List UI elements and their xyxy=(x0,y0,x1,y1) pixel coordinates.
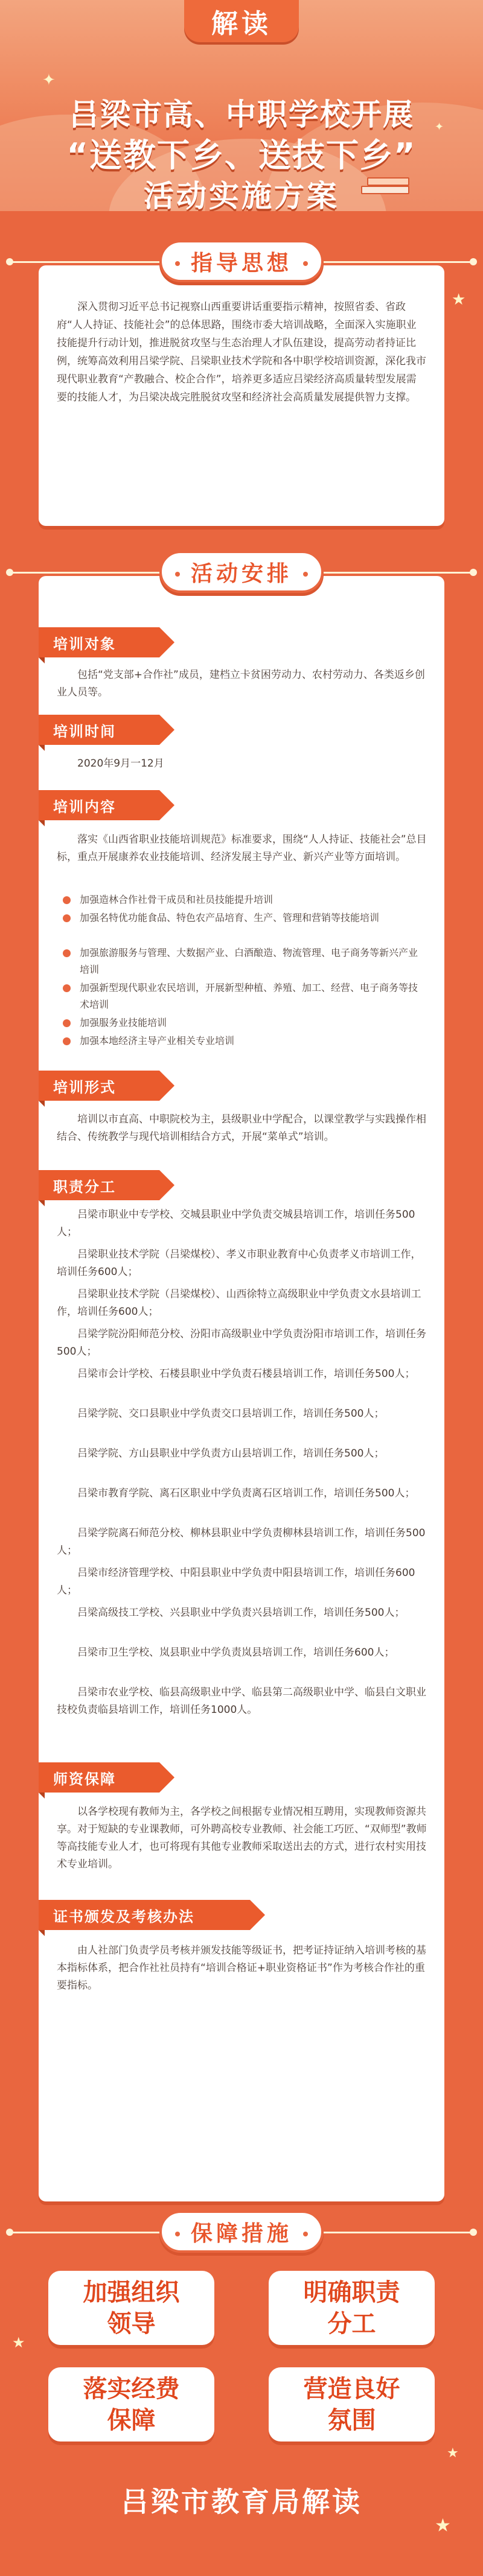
content-item: 加强造林合作社骨干成员和社员技能提升培训 xyxy=(63,891,425,908)
page-title-line3: 活动实施方案 xyxy=(144,179,339,211)
training-form-text: 培训以市直高、中职院校为主，县级职业中学配合，以课堂教学与实践操作相结合、传统教学与现代培训相结合方式，开展“菜单式”培训。 xyxy=(57,1113,426,1143)
content-item: 加强服务业技能培训 xyxy=(63,1014,425,1031)
divider-dot xyxy=(470,569,477,576)
content-item: 加强新型现代职业农民培训，开展新型种植、养殖、加工、经营、电子商务等技术培训 xyxy=(63,979,425,1013)
header-banner xyxy=(0,0,483,211)
star-icon: ★ xyxy=(452,291,466,309)
sparkle-icon: ✦ xyxy=(42,71,56,89)
label-training-content: 培训内容 xyxy=(39,790,159,820)
page-title-line1: 吕梁市高、中职学校开展 xyxy=(69,97,414,132)
divider-line xyxy=(324,2232,473,2233)
interpretation-badge: 解读 xyxy=(184,0,299,42)
duty-item: 吕梁职业技术学院（吕梁煤校）、山西徐特立高级职业中学负责文水县培训工作，培训任务600人； xyxy=(57,1288,421,1318)
measure-organize: 加强组织 领导 xyxy=(48,2271,214,2345)
teachers-text: 以各学校现有教师为主，各学校之间根据专业情况相互聘用，实现教师资源共享。对于短缺的专业课教师，可外聘高校专业教师、社会能工巧匠、“双师型”教师等高技能专业人才，也可将现有其他专业教师采取送出去的方式，进行农村实用技术专业培训。 xyxy=(57,1806,427,1870)
certificate-text: 由人社部门负责学员考核并颁发技能等级证书，把考证持证纳入培训考核的基本指标体系，把合作社社员持有“培训合格证+职业资格证书”作为考核合作社的重要指标。 xyxy=(57,1945,426,1992)
content-item: 加强本地经济主导产业相关专业培训 xyxy=(63,1033,425,1049)
label-training-target: 培训对象 xyxy=(39,627,159,657)
page-title-line2: “送教下乡、送技下乡” xyxy=(66,136,417,174)
duty-item: 吕梁学院汾阳师范分校、汾阳市高级职业中学负责汾阳市培训工作，培训任务500人； xyxy=(57,1328,426,1358)
sparkle-icon: ✦ xyxy=(435,121,444,133)
divider-line xyxy=(324,572,473,574)
section-title-arrangement: 活动安排 xyxy=(159,551,324,593)
star-icon: ★ xyxy=(12,2334,25,2351)
content-item: 加强名特优功能食品、特色农产品培育、生产、管理和营销等技能培训 xyxy=(63,910,425,926)
duty-item: 吕梁职业技术学院（吕梁煤校）、孝义市职业教育中心负责孝义市培训工作，培训任务600人； xyxy=(57,1248,421,1278)
measure-responsibilities: 明确职责 分工 xyxy=(269,2271,435,2345)
label-training-form: 培训形式 xyxy=(39,1071,159,1101)
divider-dot xyxy=(470,2229,477,2236)
training-content-intro: 落实《山西省职业技能培训规范》标准要求，围绕“人人持证、技能社会”总目标，重点开展康养农业技能培训、经济发展主导产业、新兴产业等方面培训。 xyxy=(57,834,427,863)
measure-funding: 落实经费 保障 xyxy=(48,2367,214,2442)
footer-attribution: 吕梁市教育局解读 xyxy=(121,2486,362,2518)
divider-dot xyxy=(470,258,477,265)
label-training-time: 培训时间 xyxy=(39,715,159,745)
label-duties: 职责分工 xyxy=(39,1170,159,1200)
duty-item: 吕梁市教育学院、离石区职业中学负责离石区培训工作，培训任务500人； xyxy=(77,1487,415,1499)
training-time-text: 2020年9月一12月 xyxy=(77,758,164,770)
label-certificate: 证书颁发及考核办法 xyxy=(39,1900,250,1930)
divider-line xyxy=(10,261,159,263)
content-item: 加强旅游服务与管理、大数据产业、白酒酿造、物流管理、电子商务等新兴产业培训 xyxy=(63,945,425,978)
books-icon xyxy=(361,175,415,199)
star-icon: ★ xyxy=(447,2446,459,2461)
divider-line xyxy=(10,572,159,574)
guiding-paragraph: 深入贯彻习近平总书记视察山西重要讲话重要指示精神，按照省委、省政府“人人持证、技能社会”的总体思路，围绕市委大培训战略，全面深入实施职业技能提升行动计划，推进脱贫攻坚与生态治理人才队伍建设，提高劳动者持证比例，统筹高效利用吕梁学院、吕梁职业技术学院和各中职学校培训资源，深化我市现代职业教育“产教融合、校企合作”，培养更多适应吕梁经济高质量转型发展需要的技能人才，为吕梁决战完胜脱贫攻坚和经济社会高质量发展提供智力支撑。 xyxy=(57,301,426,403)
divider-line xyxy=(10,2232,159,2233)
duty-item: 吕梁市职业中专学校、交城县职业中学负责交城县培训工作，培训任务500人； xyxy=(57,1209,415,1238)
section-title-measures: 保障措施 xyxy=(159,2210,324,2253)
duty-item: 吕梁市卫生学校、岚县职业中学负责岚县培训工作，培训任务600人； xyxy=(77,1647,395,1659)
measure-atmosphere: 营造良好 氛围 xyxy=(269,2367,435,2442)
duty-item: 吕梁高级技工学校、兴县职业中学负责兴县培训工作，培训任务500人； xyxy=(77,1607,405,1619)
section-title-guiding: 指导思想 xyxy=(159,240,324,282)
duty-item: 吕梁市会计学校、石楼县职业中学负责石楼县培训工作，培训任务500人； xyxy=(77,1368,415,1380)
duty-item: 吕梁学院离石师范分校、柳林县职业中学负责柳林县培训工作，培训任务500人； xyxy=(57,1527,426,1557)
divider-dot xyxy=(6,569,13,576)
duty-item: 吕梁学院、交口县职业中学负责交口县培训工作，培训任务500人； xyxy=(77,1408,385,1420)
divider-dot xyxy=(6,258,13,265)
divider-line xyxy=(324,261,473,263)
training-target-text: 包括“党支部+合作社”成员，建档立卡贫困劳动力、农村劳动力、各类返乡创业人员等。 xyxy=(57,669,425,698)
label-teachers: 师资保障 xyxy=(39,1762,159,1793)
star-icon: ★ xyxy=(435,2515,451,2536)
duty-item: 吕梁市农业学校、临县高级职业中学、临县第二高级职业中学、临县白文职业技校负责临县培训工作，培训任务1000人。 xyxy=(57,1686,426,1716)
divider-dot xyxy=(6,2229,13,2236)
duty-item: 吕梁学院、方山县职业中学负责方山县培训工作，培训任务500人； xyxy=(77,1448,385,1460)
duty-item: 吕梁市经济管理学校、中阳县职业中学负责中阳县培训工作，培训任务600人； xyxy=(57,1567,415,1597)
